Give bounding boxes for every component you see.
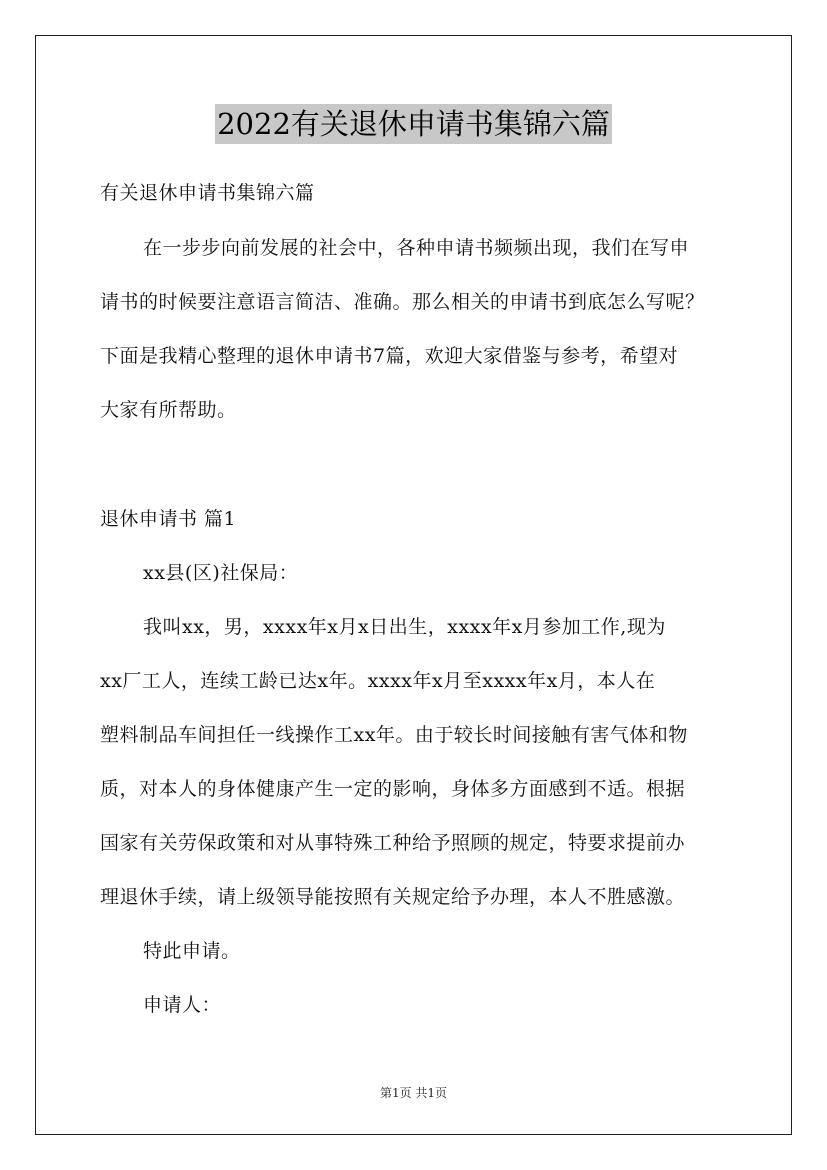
body-line: 塑料制品车间担任一线操作工xx年。由于较长时间接触有害气体和物 <box>100 724 688 746</box>
body-line: 理退休手续，请上级领导能按照有关规定给予办理，本人不胜感激。 <box>100 886 686 908</box>
intro-line: 请书的时候要注意语言简洁、准确。那么相关的申请书到底怎么写呢？ <box>100 291 705 313</box>
document-title: 2022有关退休申请书集锦六篇 <box>215 104 612 144</box>
body-line: xx厂工人，连续工龄已达x年。xxxx年x月至xxxx年x月，本人在 <box>100 670 656 692</box>
body-line: 国家有关劳保政策和对从事特殊工种给予照顾的规定，特要求提前办 <box>100 832 686 854</box>
salutation: xx县(区)社保局： <box>143 562 299 584</box>
intro-line: 大家有所帮助。 <box>100 399 237 421</box>
body-line: 我叫xx，男，xxxx年x月x日出生，xxxx年x月参加工作,现为 <box>143 616 666 638</box>
signature-label: 申请人： <box>143 994 222 1016</box>
intro-line: 在一步步向前发展的社会中，各种申请书频频出现，我们在写申 <box>143 237 690 259</box>
body-line: 质，对本人的身体健康产生一定的影响，身体多方面感到不适。根据 <box>100 778 686 800</box>
intro-line: 下面是我精心整理的退休申请书7篇，欢迎大家借鉴与参考，希望对 <box>100 345 679 367</box>
closing-text: 特此申请。 <box>143 940 241 962</box>
page-number-footer: 第1页 共1页 <box>379 1086 448 1100</box>
document-subtitle: 有关退休申请书集锦六篇 <box>100 182 315 204</box>
title-container <box>0 104 827 144</box>
section-heading: 退休申请书 篇1 <box>100 508 237 530</box>
